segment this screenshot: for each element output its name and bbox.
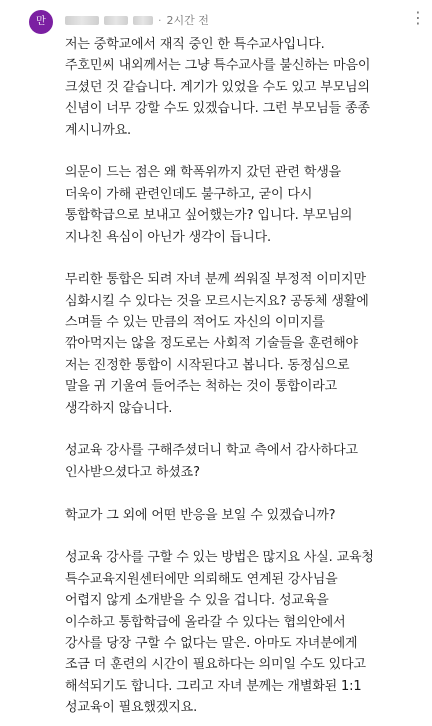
paragraph-gap (65, 141, 425, 162)
comment-text-line: 계시니까요. (65, 122, 132, 138)
paragraph-gap (65, 483, 425, 504)
comment-text-line: 성교육 강사를 구할 수 있는 방법은 많지요 사실. 교육청 (65, 550, 374, 566)
comment-text-line: 말을 귀 기울여 들어주는 척하는 것이 통합이라고 (65, 379, 338, 395)
comment-text-line: 깎아먹지는 않을 정도로는 사회적 기술들을 훈련해야 (65, 336, 358, 352)
separator-dot: · (158, 13, 162, 27)
comment-text-line: 신념이 너무 강할 수도 있겠습니다. 그런 부모님들 종종 (65, 101, 370, 117)
comment-text-line: 조금 더 훈련의 시간이 필요하다는 의미일 수도 있다고 (65, 657, 366, 673)
comment-text-line: 무리한 통합은 되려 자녀 분께 씌워질 부정적 이미지만 (65, 272, 366, 288)
timestamp: 2시간 전 (166, 14, 209, 27)
comment-text-line: 심화시킬 수 있다는 것을 모르시는지요? 공동체 생활에 (65, 293, 369, 309)
comment-body (65, 34, 425, 719)
comment-text-line: 지나친 욕심이 아닌가 생각이 듭니다. (65, 229, 272, 245)
comment-text-line: 강사를 당장 구할 수 없다는 말은. 아마도 자녀분에게 (65, 635, 358, 651)
paragraph-gap (65, 419, 425, 440)
comment-text-line: 의문이 드는 점은 왜 학폭위까지 갔던 관련 학생을 (65, 165, 342, 181)
more-vert-icon[interactable]: ⋮ (410, 8, 426, 27)
comment-text-line: 성교육 강사를 구해주셨더니 학교 측에서 감사하다고 (65, 443, 358, 459)
comment-text-line: 주호민씨 내외께서는 그냥 특수교사를 불신하는 마음이 (65, 58, 371, 74)
comment-text-line: 이수하고 통합학급에 올라갈 수 있다는 협의안에서 (65, 614, 346, 630)
blurred-username-part (133, 16, 153, 25)
comment-text-line: 통합학급으로 보내고 싶어했는가? 입니다. 부모님의 (65, 208, 353, 224)
paragraph-gap (65, 526, 425, 547)
comment-text-line: 어렵지 않게 소개받을 수 있을 겁니다. 성교육을 (65, 593, 329, 609)
comment-text-line: 생각하지 않습니다. (65, 400, 173, 416)
comment-header (65, 12, 209, 28)
comment-text-line: 저는 중학교에서 재직 중인 한 특수교사입니다. (65, 37, 325, 52)
avatar[interactable]: 만 (29, 10, 53, 34)
comment-text-line: 크셨던 것 같습니다. 계기가 있었을 수도 있고 부모님의 (65, 79, 370, 95)
comment-text-line: 해석되기도 합니다. 그리고 자녀 분께는 개별화된 1:1 (65, 678, 362, 694)
comment-text-line: 학교가 그 외에 어떤 반응을 보일 수 있겠습니까? (65, 507, 336, 523)
comment-text-line: 성교육이 필요했겠지요. (65, 700, 198, 716)
comment-text-line: 특수교육지원센터에만 의뢰해도 연계된 강사님을 (65, 571, 338, 587)
comment-text-line: 인사받으셨다고 하셨죠? (65, 464, 200, 480)
paragraph-gap (65, 248, 425, 269)
blurred-username-part (104, 16, 128, 25)
comment-text-line: 스며들 수 있는 만큼의 적어도 자신의 이미지를 (65, 315, 325, 331)
blurred-username (65, 16, 99, 25)
comment-text-line: 저는 진정한 통합이 시작된다고 봅니다. 동정심으로 (65, 357, 350, 373)
comment-text-line: 더욱이 가해 관련인데도 불구하고, 굳이 다시 (65, 186, 313, 202)
